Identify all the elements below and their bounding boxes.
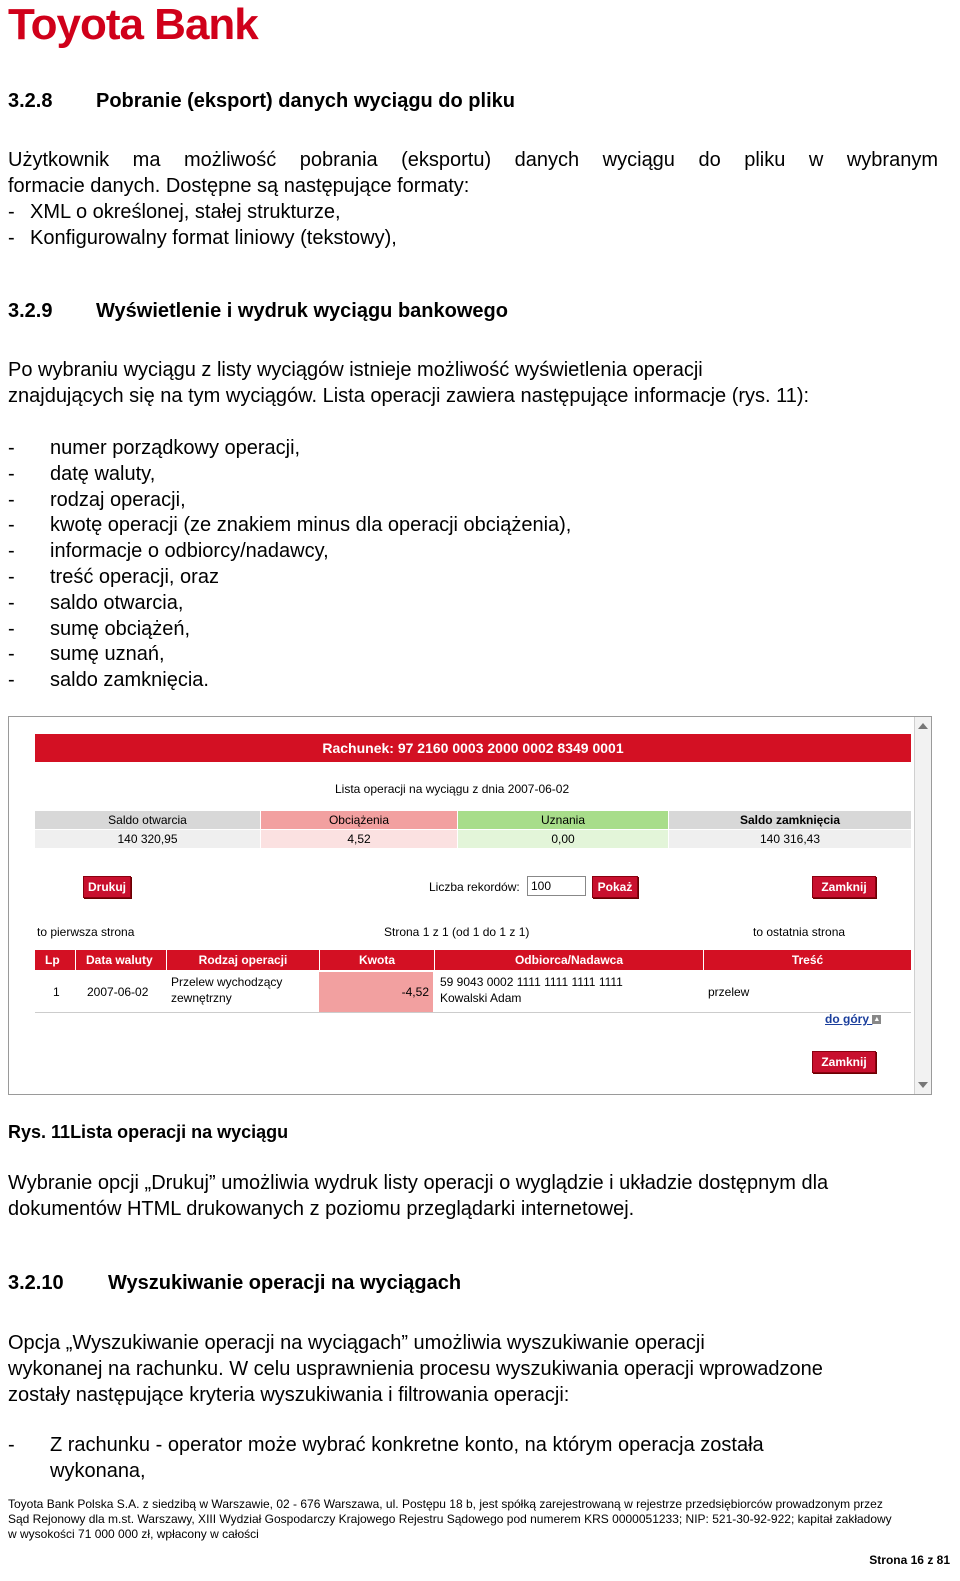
list-item: - XML o określonej, stałej strukturze, (8, 201, 341, 223)
credits-value: 0,00 (458, 830, 668, 848)
to-top-link[interactable]: do góry ▲ (825, 1012, 881, 1026)
list-item: - Konfigurowalny format liniowy (tekstowy), (8, 227, 397, 249)
opening-balance-value: 140 320,95 (35, 830, 260, 848)
row-party: 59 9043 0002 1111 1111 1111 1111 Kowalski Adam (440, 975, 623, 1005)
toyota-bank-logo: Toyota Bank (8, 0, 258, 49)
debits-value: 4,52 (261, 830, 457, 848)
scroll-up-icon[interactable] (918, 723, 928, 729)
list-item: - sumę obciążeń, (8, 617, 191, 640)
row-date: 2007-06-02 (87, 985, 149, 999)
list-item: - rodzaj operacji, (8, 488, 186, 511)
section-title: Pobranie (eksport) danych wyciągu do pliku (96, 90, 515, 112)
scrollbar[interactable] (914, 717, 931, 1094)
closing-balance-value: 140 316,43 (669, 830, 911, 848)
col-header-amount: Kwota (320, 950, 434, 970)
show-button[interactable]: Pokaż (592, 876, 638, 898)
row-lp: 1 (53, 985, 60, 999)
last-page-label: to ostatnia strona (753, 925, 846, 939)
summary-header-closing: Saldo zamknięcia (669, 811, 911, 829)
col-header-date: Data waluty (76, 950, 166, 970)
list-item: - sumę uznań, (8, 643, 165, 666)
section-number: 3.2.9 (8, 300, 53, 322)
section-number: 3.2.10 (8, 1272, 64, 1294)
list-item: - saldo zamknięcia. (8, 669, 209, 692)
first-page-label: to pierwsza strona (37, 925, 135, 939)
row-amount: -4,52 (401, 985, 429, 999)
row-type: Przelew wychodzący zewnętrzny (171, 975, 283, 1005)
paragraph: Po wybraniu wyciągu z listy wyciągów istnieje możliwość wyświetlenia operacji znajdujących się na tym wyciągów. Lista operacji zawiera następujące informacje (rys. 11): (8, 359, 810, 407)
list-item: - Z rachunku - operator może wybrać konkretne konto, na którym operacja została wykonana, (8, 1434, 764, 1482)
list-item: - informacje o odbiorcy/nadawcy, (8, 540, 329, 563)
figure-caption: Rys. 11Lista operacji na wyciągu (8, 1122, 289, 1142)
page-info: Strona 1 z 1 (od 1 do 1 z 1) (384, 925, 530, 939)
col-header-desc: Treść (704, 950, 911, 970)
list-item: - saldo otwarcia, (8, 591, 184, 614)
col-header-type: Rodzaj operacji (167, 950, 319, 970)
paragraph: Opcja „Wyszukiwanie operacji na wyciągach” umożliwia wyszukiwanie operacji wykonanej na rachunku. W celu usprawnienia procesu wyszukiwania operacji wprowadzone zostały następujące kryteria wyszukiwania i filtrowania operacji: (8, 1332, 823, 1406)
paragraph: Użytkownik ma możliwość pobrania (eksportu) danych wyciągu do pliku w wybranym formacie danych. Dostępne są następujące formaty: (8, 149, 938, 197)
account-bar: Rachunek: 97 2160 0003 2000 0002 8349 0001 (35, 734, 911, 762)
records-label: Liczba rekordów: (429, 880, 520, 894)
scroll-down-icon[interactable] (918, 1082, 928, 1088)
col-header-party: Odbiorca/Nadawca (435, 950, 703, 970)
row-desc: przelew (708, 985, 750, 999)
list-title: Lista operacji na wyciągu z dnia 2007-06-02 (335, 782, 570, 796)
operations-list-screenshot (8, 716, 932, 1095)
section-title: Wyszukiwanie operacji na wyciągach (108, 1272, 462, 1294)
close-button[interactable]: Zamknij (812, 876, 876, 898)
list-item: - numer porządkowy operacji, (8, 437, 301, 459)
print-button[interactable]: Drukuj (83, 876, 131, 898)
records-input[interactable]: 100 (527, 876, 586, 896)
list-item: - datę waluty, (8, 462, 156, 485)
close-button-bottom[interactable]: Zamknij (812, 1051, 876, 1073)
col-header-lp: Lp (35, 950, 75, 970)
feature-list (8, 435, 908, 693)
arrow-up-icon: ▲ (873, 1016, 881, 1024)
row-amount-cell (319, 972, 433, 1012)
list-item: - kwotę operacji (ze znakiem minus dla operacji obciążenia), (8, 514, 572, 537)
summary-header-opening: Saldo otwarcia (35, 811, 260, 829)
summary-header-debits: Obciążenia (261, 811, 457, 829)
list-item: - treść operacji, oraz (8, 565, 219, 588)
page-number: Strona 16 z 81 (869, 1553, 950, 1567)
summary-header-credits: Uznania (458, 811, 668, 829)
table-row[interactable] (35, 972, 911, 1013)
section-title: Wyświetlenie i wydruk wyciągu bankowego (96, 300, 508, 322)
section-number: 3.2.8 (8, 90, 53, 112)
footer: Toyota Bank Polska S.A. z siedzibą w Warszawie, 02 - 676 Warszawa, ul. Postępu 18 b, jest spółką zarejestrowaną w rejestrze przedsiębiorców prowadzonym przez Sąd Rejonowy dla m.st. Warszawy, XIII Wydział Gospodarczy Krajowego Rejestru Sądowego pod numerem KRS 0000051233; NIP: 521-30-92-922; kapitał zakładowy w wysokości 71 000 000 zł, wpłacony w całości (8, 1497, 892, 1541)
paragraph: Wybranie opcji „Drukuj” umożliwia wydruk listy operacji o wyglądzie i układzie dostępnym dla dokumentów HTML drukowanych z poziomu przeglądarki internetowej. (8, 1172, 829, 1220)
